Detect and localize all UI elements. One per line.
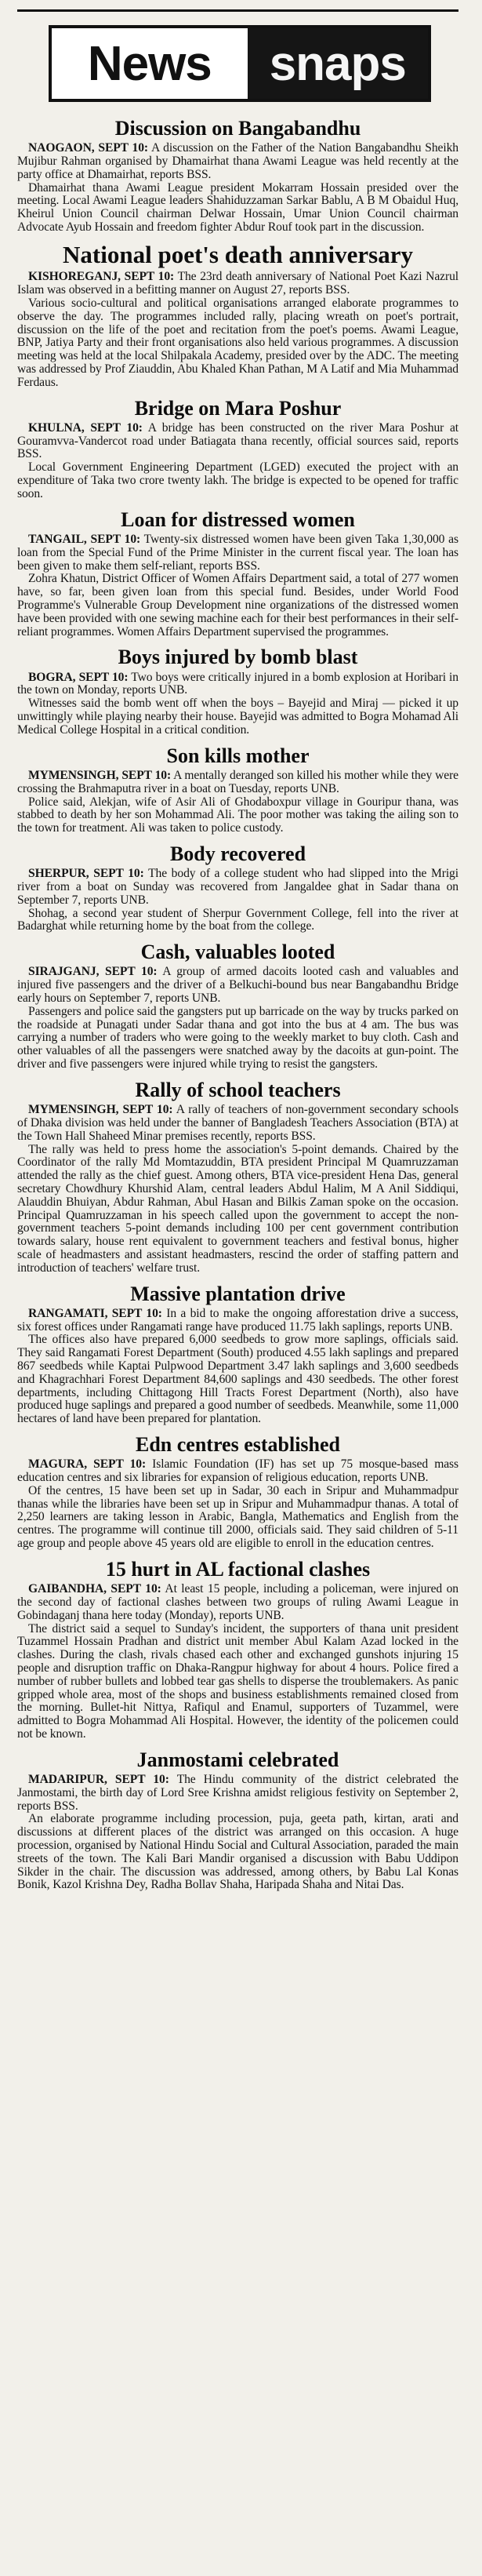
- story-text: The 23rd death anniversary of National Poet Kazi Nazrul Islam was observed in a befitting manner on August 27, reports BSS.: [17, 270, 459, 297]
- news-story: [17, 242, 458, 390]
- story-text: In a bid to make the ongoing afforestation drive a success, six forest offices under Rangamati range have produced 11.75 lakh saplings, reports UNB.: [17, 1306, 458, 1333]
- story-headline: Rally of school teachers: [135, 1078, 341, 1101]
- story-paragraph: [17, 573, 458, 639]
- news-story: [17, 1434, 458, 1551]
- story-text: The Hindu community of the district celebrated the Janmostami, the birth day of Lord Sree Krishna amidst religious festivity on September 2, reports BSS.: [17, 1773, 458, 1813]
- story-text: The body of a college student who had slipped into the Mrigi river from a boat on Sunday was recovered from Jangaldee ghat in Sadar thana on September 7, reports UNB.: [17, 867, 458, 907]
- news-story: [17, 509, 458, 639]
- story-dateline: KHULNA, SEPT 10:: [28, 420, 143, 435]
- news-story: [17, 1283, 458, 1426]
- story-dateline: SHERPUR, SEPT 10:: [28, 867, 144, 881]
- story-dateline: SIRAJGANJ, SEPT 10:: [28, 965, 158, 979]
- story-paragraph: [17, 1006, 458, 1072]
- masthead-snaps-word: snaps: [248, 28, 428, 99]
- story-text: A discussion on the Father of the Nation Bangabandhu Sheikh Mujibur Rahman organised by Dhamairhat thana Awami League was held recently at the party office at Dhamairhat, reports BSS.: [17, 141, 458, 181]
- story-text: Shohag, a second year student of Sherpur Government College, fell into the river at Badarghat while returning home by the boat from the college.: [17, 906, 458, 933]
- story-text: Witnesses said the bomb went off when the boys – Bayejid and Miraj — picked it up unwittingly while playing nearby their house. Bayejid was admitted to Bogra Mohamad Ali Medical College Hospital in a critical condition.: [17, 697, 458, 737]
- story-paragraph: [17, 533, 458, 573]
- story-headline: 15 hurt in AL factional clashes: [105, 1557, 371, 1581]
- story-text: The offices also have prepared 6,000 seedbeds to grow more saplings, officials said. They said Rangamati Forest Department (South) produced 4.55 lakh saplings and prepared 867 seedbeds while Kaptai Pulpwood Department 3.47 lakh saplings and 3,600 seedbeds and Khagrachhari Forest Department 84,600 saplings and 430 seedbeds. The other forest departments, including Chittagong Hill Tracts Forest Department (North), also have produced huge saplings and prepared a good number of seedbeds. Meanwhile, some 11,000 hectares of land have been prepared for plantation.: [17, 1333, 458, 1426]
- story-dateline: MYMENSINGH, SEPT 10:: [28, 768, 172, 782]
- story-text: At least 15 people, including a policeman, were injured on the second day of factional clashes between two groups of ruling Awami League in Gobindaganj thana here today (Monday), reports UNB.: [17, 1582, 458, 1622]
- top-rule: [17, 9, 458, 12]
- story-text: The rally was held to press home the association's 5-point demands. Chaired by the Coordinator of the rally Md Momtazuddin, BTA president Principal M Quamruzzaman attended the rally as the chief guest. Among others, BTA vice-president Hena Das, general secretary Chowdhury Khurshid Alam, central leaders Abdul Halim, M A Anil Siddiqui, Alauddin Bhuiyan, Abdur Rahman, Abul Hasan and Bilkis Zaman spoke on the occasion. Principal Quamruzzaman in his speech called upon the government to accept the non-government teachers 5-point demands including 100 per cent government contribution towards salary, house rent equivalent to government teachers and festival bonus, higher scale of headmasters and assistant headmasters, rescind the order of staffing pattern and introduction of teachers' welfare trust.: [17, 1142, 458, 1275]
- news-story: [17, 1079, 458, 1275]
- story-headline: Son kills mother: [166, 744, 310, 767]
- story-text: Local Government Engineering Department (LGED) executed the project with an expenditure of Taka two crore twenty lakh. The bridge is expected to be opened for traffic soon.: [17, 460, 458, 500]
- stories-column: [17, 118, 458, 1900]
- story-paragraph: [17, 671, 458, 698]
- story-dateline: MYMENSINGH, SEPT 10:: [28, 1103, 173, 1117]
- story-dateline: KISHOREGANJ, SEPT 10:: [28, 270, 175, 284]
- story-paragraph: [17, 697, 458, 737]
- news-story: [17, 1749, 458, 1892]
- news-story: [17, 745, 458, 835]
- story-paragraph: [17, 1485, 458, 1551]
- story-dateline: MAGURA, SEPT 10:: [28, 1457, 147, 1472]
- story-paragraph: [17, 1333, 458, 1426]
- story-headline: National poet's death anniversary: [63, 240, 413, 268]
- news-story: [17, 118, 458, 235]
- story-text: Two boys were critically injured in a bomb explosion at Horibari in the town on Monday, reports UNB.: [17, 670, 458, 697]
- story-paragraph: [17, 271, 458, 297]
- news-story: [17, 941, 458, 1072]
- news-story: [17, 398, 458, 501]
- story-headline: Cash, valuables looted: [140, 941, 335, 964]
- story-headline: Edn centres established: [136, 1432, 340, 1456]
- story-paragraph: [17, 422, 458, 461]
- story-text: Of the centres, 15 have been set up in Sadar, 30 each in Sripur and Muhammadpur thanas while the libraries have been set up in Sripur and Muhammadpur thanas. A total of 2,250 learners are taking lesson in Arabic, Bangla, Mathematics and English from the centres. The programme will continue till 2000, officials said. They said children of 5-11 age group and people above 45 years old are eligible to enroll in the education centres.: [17, 1483, 458, 1551]
- story-paragraph: [17, 182, 458, 235]
- story-paragraph: [17, 770, 458, 796]
- story-dateline: TANGAIL, SEPT 10:: [28, 532, 141, 546]
- story-text: The district said a sequel to Sunday's incident, the supporters of thana unit president Tuzammel Hossain Pradhan and district unit member Abul Kalam Azad locked in the clashes. During the clash, rivals chased each other and exchanged gunshots injuring 15 people and disruption traffic on Dhaka-Rangpur highway for about 4 hours. Police fired a number of rubber bullets and lobbed tear gas shells to disperse the troublemakers. As panic gripped whole area, most of the shops and business establishments remained closed from the morning. Bullet-hit Nittya, Rafiqul and Enamul, supporters of Tuzammel, were admitted to Bogra Mohammad Ali Hospital. However, the identity of the policemen could not be known.: [17, 1621, 458, 1741]
- story-dateline: BOGRA, SEPT 10:: [28, 670, 129, 684]
- story-dateline: RANGAMATI, SEPT 10:: [28, 1306, 162, 1320]
- story-paragraph: [17, 796, 458, 835]
- story-dateline: GAIBANDHA, SEPT 10:: [28, 1582, 161, 1596]
- story-headline: Loan for distressed women: [121, 508, 355, 531]
- story-text: A group of armed dacoits looted cash and valuables and injured five passengers and the driver of a Belkuchi-bound bus near Bangabandhu Bridge early hours on September 7, reports UNB.: [17, 965, 458, 1006]
- masthead-news-word: News: [87, 36, 212, 91]
- story-paragraph: [17, 1308, 458, 1334]
- story-paragraph: [17, 461, 458, 500]
- story-paragraph: [17, 1623, 458, 1741]
- story-text: Twenty-six distressed women have been given Taka 1,30,000 as loan from the Special Fund of the Prime Minister in the current fiscal year. The loan has been given to make them self-reliant, reports BSS.: [17, 532, 458, 573]
- story-text: A rally of teachers of non-government secondary schools of Dhaka division was held under the banner of Bangladesh Teachers Association (BTA) at the Town Hall Shaheed Minar premises recently, reports BSS.: [17, 1103, 458, 1143]
- story-paragraph: [17, 1104, 458, 1143]
- story-paragraph: [17, 142, 458, 181]
- story-text: Zohra Khatun, District Officer of Women Affairs Department said, a total of 277 women have, so far, been given loan from this special fund. Besides, under World Food Programme's Vulnerable Group Development nine organizations of the distressed women have been provided with one sewing machine each for their best performances in their self-reliant programmes. Women Affairs Department supervised the programmes.: [17, 572, 458, 639]
- story-text: Dhamairhat thana Awami League president Mokarram Hossain presided over the meeting. Local Awami League leaders Shahiduzzaman Sarkar Bablu, A B M Obaidul Huq, Kheirul Union Council chairman Delwar Hossain, Umar Union Council chairman Advocate Ayub Hossain and freedom fighter Abdur Rouf took part in the discussion.: [17, 180, 458, 235]
- story-text: Police said, Alekjan, wife of Asir Ali of Ghodaboxpur village in Gouripur thana, was stabbed to death by her son Mohammad Ali. The poor mother was taking the ailing son to the town for treatment. Ali was taken to police custody.: [17, 795, 458, 835]
- story-paragraph: [17, 966, 458, 1005]
- story-text: Islamic Foundation (IF) has set up 75 mosque-based mass education centres and six libraries for expansion of religious education, reports UNB.: [17, 1457, 458, 1485]
- story-paragraph: [17, 1144, 458, 1275]
- story-paragraph: [17, 297, 458, 390]
- story-headline: Janmostami celebrated: [136, 1748, 339, 1771]
- story-paragraph: [17, 908, 458, 934]
- story-text: An elaborate programme including procession, puja, geeta path, kirtan, arati and discussions at different places of the district was arranged on this occasion. A huge procession, organised by National Hindu Social and Cultural Association, paraded the main streets of the town. The Kali Bari Mandir organised a discussion with Babu Uddipon Sikder in the chair. The discussion was addressed, among others, by Babu Lal Konas Bonik, Kazol Krishna Dey, Radha Bollav Shaha, Haripada Shaha and Nitai Das.: [17, 1812, 458, 1892]
- story-headline: Body recovered: [169, 842, 306, 865]
- story-text: A mentally deranged son killed his mother while they were crossing the Brahmaputra river in a boat on Tuesday, reports UNB.: [17, 768, 458, 795]
- news-story: [17, 1559, 458, 1741]
- masthead: [49, 25, 431, 102]
- story-paragraph: [17, 1813, 458, 1892]
- story-text: Various socio-cultural and political organisations arranged elaborate programmes to observe the day. The programmes included rally, placing wreath on poet's portrait, discussion on the life of the poet and recitation from the poet's poems. Awami League, BNP, Jatiya Party and their front organisations also held various programmes. A discussion meeting was held at the local Shilpakala Academy, presided over by the ADC. The meeting was addressed by Prof Ziauddin, Abu Khaled Khan Pathan, M A Latif and Mia Muhammad Ferdaus.: [17, 297, 458, 389]
- story-headline: Discussion on Bangabandhu: [114, 117, 361, 140]
- story-headline: Boys injured by bomb blast: [118, 646, 358, 669]
- story-paragraph: [17, 868, 458, 907]
- story-paragraph: [17, 1774, 458, 1813]
- story-dateline: MADARIPUR, SEPT 10:: [28, 1773, 169, 1787]
- story-headline: Bridge on Mara Poshur: [134, 396, 342, 420]
- story-paragraph: [17, 1458, 458, 1485]
- news-story: [17, 646, 458, 737]
- story-text: Passengers and police said the gangsters put up barricade on the way by trucks parked on the roadside at Punagati under Sadar thana and got into the bus at 4 am. The bus was carrying a number of traders who were going to the weekly market to buy cloth. Cash and other valuables of all the passengers were snatched away by the dacoits at gun-point. The driver and five passengers were injured while trying to resist the gangsters.: [17, 1004, 458, 1072]
- news-story: [17, 843, 458, 933]
- story-text: A bridge has been constructed on the river Mara Poshur at Gouramvva-Vandercot road under Batiagata thana recently, official sources said, reports BSS.: [17, 420, 459, 461]
- story-headline: Massive plantation drive: [130, 1282, 346, 1305]
- story-paragraph: [17, 1583, 458, 1622]
- story-dateline: NAOGAON, SEPT 10:: [28, 141, 149, 155]
